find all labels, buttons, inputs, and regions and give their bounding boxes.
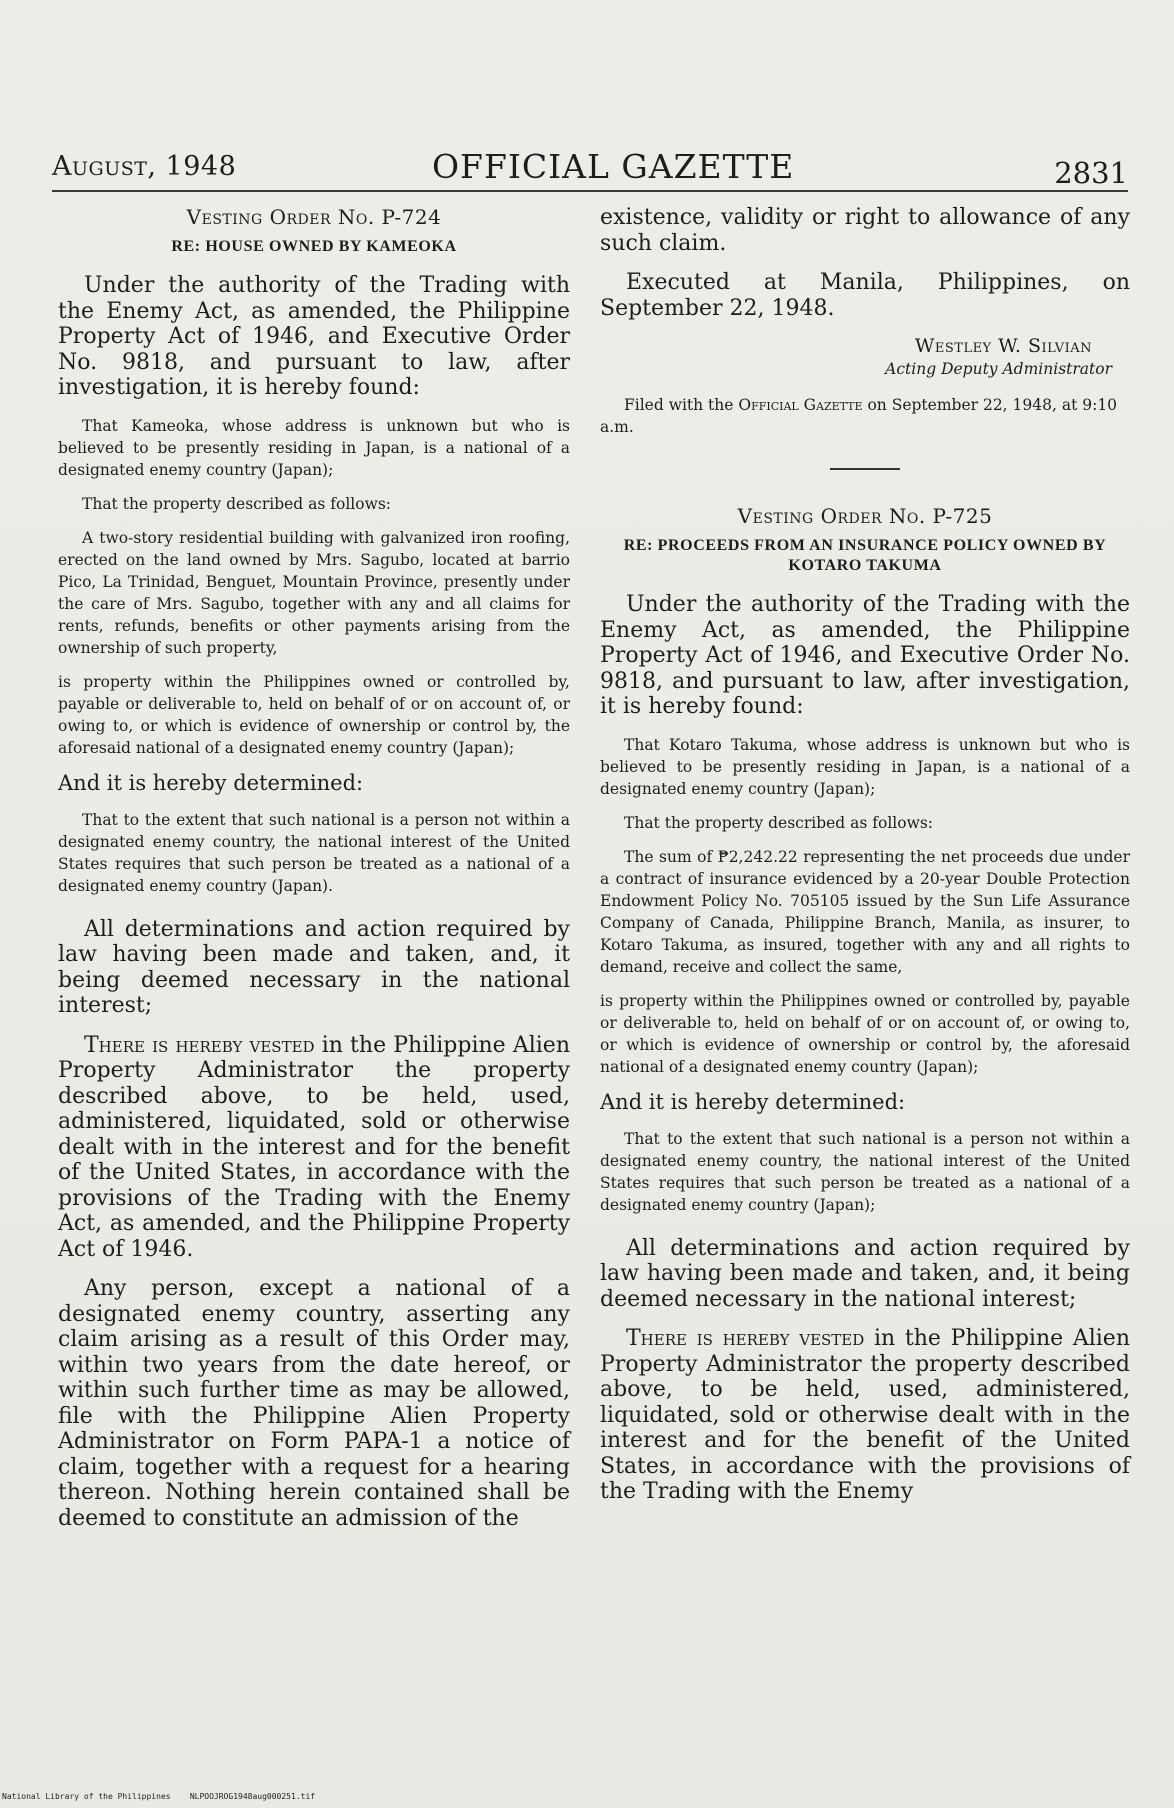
determined-heading: And it is hereby determined:: [600, 1089, 906, 1114]
vesting-body: in the Philippine Alien Property Administrator the property described above, to be held, used, administered, liquidated, sold or otherwise dealt with in the interest and for the benefit of the United States, in accordance with the provisions of the Trading with the Enemy: [600, 1326, 1131, 1504]
filed-lead: Filed with the: [624, 396, 739, 414]
property-description: The sum of ₱2,242.22 representing the net proceeds due under a contract of insurance evidenced by a 20-year Double Protection Endowment Policy No. 705105 issued by the Sun Life Assurance Company of Canada, Philippine Branch, Manila, as insurer, to Kotaro Takuma, as insured, together with any and all rights to demand, receive and collect the same,: [600, 847, 1130, 976]
claim-continuation: existence, validity or right to allowance of any such claim.: [600, 205, 1130, 256]
order-intro: Under the authority of the Trading with the Enemy Act, as amended, the Philippine Property Act of 1946, and Executive Order No. 9818, and pursuant to law, after investigation, it is hereby found:: [600, 592, 1130, 719]
footer-library: National Library of the Philippines: [2, 1792, 171, 1801]
footer-file: NLPOOJROG1948aug000251.tif: [189, 1792, 316, 1801]
property-clause: is property within the Philippines owned or controlled by, payable or deliverable to, held on behalf of or on account of, or owing to, or which is evidence of ownership or control by, the aforesaid national of a designated enemy country (Japan);: [600, 991, 1130, 1076]
header-page-number: 2831: [1054, 156, 1128, 190]
all-determinations: All determinations and action required by law having been made and taken, and, it being deemed necessary in the national interest;: [58, 916, 570, 1018]
filed-tail: on September 22, 1948, at 9:10 a.m.: [600, 396, 1118, 436]
executed-line: Executed at Manila, Philippines, on September 22, 1948.: [600, 270, 1130, 321]
vesting-clause: [58, 1033, 570, 1263]
header-publication: OFFICIAL GAZETTE: [432, 147, 795, 186]
right-column: [600, 205, 1130, 1519]
filed-gazette: Official Gazette: [738, 396, 863, 414]
finding-national: That Kotaro Takuma, whose address is unknown but who is believed to be presently residing in Japan, is a national of a designated enemy country (Japan);: [600, 735, 1130, 798]
filed-note: [600, 394, 1130, 438]
order-subject: RE: HOUSE OWNED BY KAMEOKA: [171, 238, 457, 255]
determination-text: That to the extent that such national is a person not within a designated enemy country, the national interest of the United States requires that such person be treated as a national of a designated enemy country (Japan).: [58, 810, 570, 895]
finding-national: That Kameoka, whose address is unknown but who is believed to be presently residing in Japan, is a national of a designated enemy country (Japan);: [58, 416, 570, 479]
vesting-lead: There is hereby vested: [84, 1032, 315, 1058]
header-date: August, 1948: [52, 151, 237, 182]
claims-clause: Any person, except a national of a designated enemy country, asserting any claim arising as a result of this Order may, within two years from the date hereof, or within such further time as may be allowed, file with the Philippine Alien Property Administrator on Form PAPA-1 a notice of claim, together with a request for a hearing thereon. Nothing herein contained shall be deemed to constitute an admission of the: [58, 1276, 570, 1531]
order-title: Vesting Order No. P-724: [186, 205, 442, 229]
left-column: [58, 205, 570, 1545]
scan-footer: [2, 1792, 315, 1801]
determined-heading: And it is hereby determined:: [58, 770, 364, 795]
all-determinations: All determinations and action required by law having been made and taken, and, it being deemed necessary in the national interest;: [600, 1235, 1130, 1312]
vesting-clause: [600, 1326, 1130, 1505]
order-intro: Under the authority of the Trading with the Enemy Act, as amended, the Philippine Property Act of 1946, and Executive Order No. 9818, and pursuant to law, after investigation, it is hereby found:: [58, 273, 570, 400]
property-clause: is property within the Philippines owned or controlled by, payable or deliverable to, held on behalf of or on account of, or owing to, or which is evidence of ownership or control by, the aforesaid national of a designated enemy country (Japan);: [58, 672, 570, 757]
finding-property-lead: That the property described as follows:: [82, 494, 392, 513]
property-description: A two-story residential building with galvanized iron roofing, erected on the land owned by Mrs. Sagubo, located at barrio Pico, La Trinidad, Benguet, Mountain Province, presently under the care of Mrs. Sagubo, together with any and all claims for rents, refunds, benefits or other payments arising from the ownership of such property,: [58, 528, 570, 657]
vesting-lead: There is hereby vested: [626, 1326, 865, 1351]
finding-property-lead: That the property described as follows:: [624, 813, 934, 832]
page-header: [52, 138, 1128, 192]
signature-block: [600, 335, 1112, 378]
signer-title: Acting Deputy Administrator: [885, 360, 1112, 378]
signer-name: Westley W. Silvian: [914, 335, 1092, 357]
section-divider: [830, 468, 900, 470]
order-title: Vesting Order No. P-725: [737, 504, 993, 528]
order-subject: RE: PROCEEDS FROM AN INSURANCE POLICY OWNED BY KOTARO TAKUMA: [623, 537, 1107, 574]
vesting-body: in the Philippine Alien Property Administrator the property described above, to be held, used, administered, liquidated, sold or otherwise dealt with in the interest and for the benefit of the United States, in accordance with the provisions of the Trading with the Enemy Act, as amended, and the Philippine Property Act of 1946.: [58, 1032, 570, 1262]
determination-text: That to the extent that such national is a person not within a designated enemy country, the national interest of the United States requires that such person be treated as a national of a designated enemy country (Japan);: [600, 1129, 1130, 1214]
